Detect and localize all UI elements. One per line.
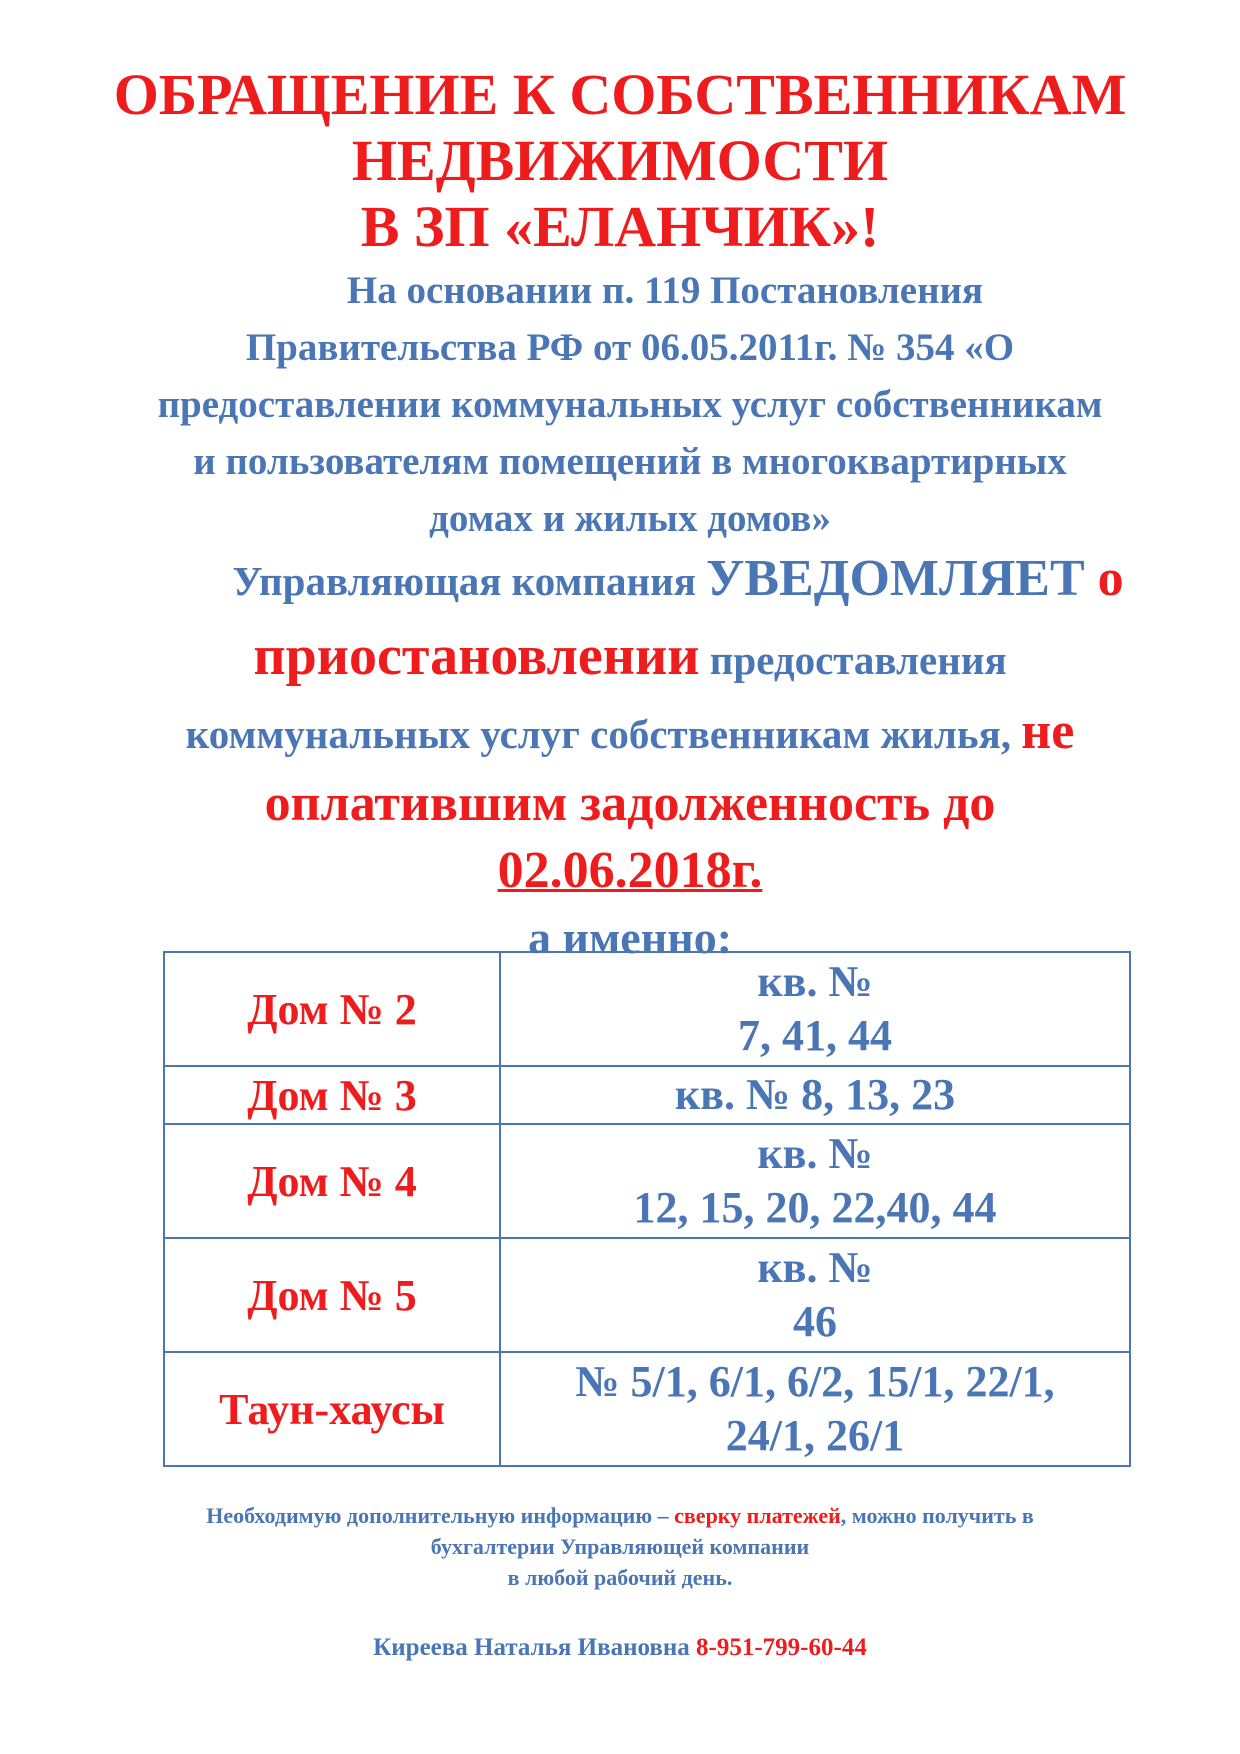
legal-basis <box>40 262 1220 547</box>
notice-notifies: УВЕДОМЛЯЕТ <box>706 550 1085 607</box>
house-cell: Дом № 2 <box>164 952 500 1066</box>
house-cell: Дом № 5 <box>164 1238 500 1352</box>
house-cell: Таун-хаусы <box>164 1352 500 1466</box>
flats-cell <box>500 1066 1130 1124</box>
flats-cell <box>500 1124 1130 1238</box>
legal-line-2: Правительства РФ от 06.05.2011г. № 354 «О <box>245 326 1015 369</box>
flats-numbers: 7, 41, 44 <box>738 1011 892 1060</box>
flats-cell <box>500 952 1130 1066</box>
footer-line-1 <box>40 1500 1200 1531</box>
notice-row-2 <box>40 620 1220 696</box>
footer-text-end: , можно получить в <box>840 1503 1034 1528</box>
notice-company: Управляющая компания <box>232 558 707 604</box>
title-line-1: ОБРАЩЕНИЕ К СОБСТВЕННИКАМ <box>113 62 1127 127</box>
notice-debt: оплатившим задолженность до <box>264 775 996 832</box>
legal-line-4: и пользователям помещений в многоквартирных <box>193 440 1067 483</box>
announcement-title <box>0 62 1240 260</box>
legal-line-5: домах и жилых домов» <box>429 497 831 540</box>
table-row <box>164 1066 1130 1124</box>
legal-line-1: На основании п. 119 Постановления <box>346 269 984 312</box>
table-row <box>164 952 1130 1066</box>
flats-label: кв. № <box>757 1243 873 1292</box>
flats-label: кв. № <box>757 1129 873 1178</box>
suspension-notice <box>40 540 1220 972</box>
house-cell: Дом № 4 <box>164 1124 500 1238</box>
footer-line-3: в любой рабочий день. <box>507 1565 733 1590</box>
flats-cell <box>500 1352 1130 1466</box>
flats-numbers: 46 <box>793 1297 837 1346</box>
flats-cell <box>500 1238 1130 1352</box>
contact-name: Киреева Наталья Ивановна <box>373 1634 697 1661</box>
notice-row-1 <box>40 540 1220 620</box>
title-line-3: В ЗП «ЕЛАНЧИК»! <box>360 194 880 259</box>
flats-label: кв. № 8, 13, 23 <box>674 1070 956 1119</box>
contact-line <box>40 1632 1200 1664</box>
legal-line-3: предоставлении коммунальных услуг собственникам <box>157 383 1103 426</box>
title-line-2: НЕДВИЖИМОСТИ <box>351 128 889 193</box>
flats-numbers: 12, 15, 20, 22,40, 44 <box>633 1183 997 1232</box>
house-cell: Дом № 3 <box>164 1066 500 1124</box>
notice-not: не <box>1021 703 1075 760</box>
flats-numbers: 24/1, 26/1 <box>725 1411 905 1460</box>
notice-suspension: приостановлении <box>253 625 700 687</box>
footer-text-start: Необходимую дополнительную информацию – <box>206 1503 675 1528</box>
table-row <box>164 1352 1130 1466</box>
additional-info <box>40 1500 1200 1593</box>
footer-line-2: бухгалтерии Управляющей компании <box>430 1534 810 1559</box>
payment-reconciliation: сверку платежей <box>674 1503 841 1528</box>
notice-deadline <box>40 838 1220 904</box>
contact-phone: 8-951-799-60-44 <box>696 1634 867 1661</box>
flats-label: № 5/1, 6/1, 6/2, 15/1, 22/1, <box>575 1357 1055 1406</box>
notice-provision: предоставления <box>699 637 1007 683</box>
notice-namely: а именно: <box>527 912 733 963</box>
notice-about: о <box>1084 550 1124 607</box>
deadline-date: 02.06.2018г. <box>497 842 763 899</box>
notice-services: коммунальных услуг собственникам жилья, <box>185 711 1022 757</box>
notice-row-3 <box>40 696 1220 770</box>
table-row <box>164 1238 1130 1352</box>
table-row <box>164 1124 1130 1238</box>
flats-label: кв. № <box>757 957 873 1006</box>
debtor-apartments-table <box>163 951 1131 1467</box>
